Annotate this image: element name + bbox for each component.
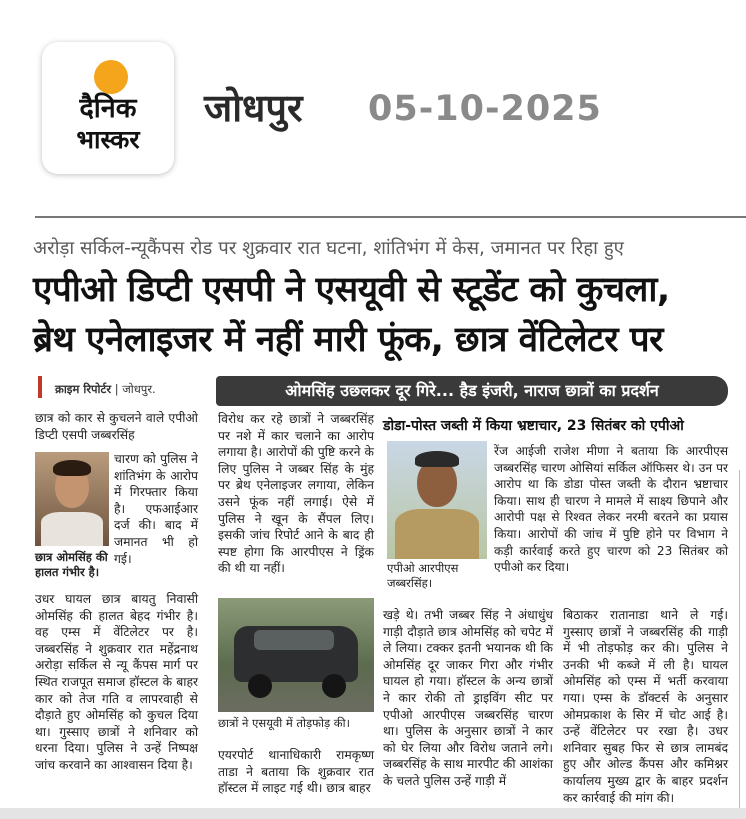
byline-place: | जोधपुर.	[114, 382, 156, 396]
column1-bottom-text	[35, 591, 198, 774]
right-edge-line	[739, 470, 740, 810]
officer-caption-line1: एपीओ आरपीएस	[387, 561, 459, 575]
sidebar-paragraph: रेंज आईजी राजेश मीणा ने बताया कि आरपीएस जब्बरसिंह चारण ओसियां सर्किल ऑफिसर थे। उन पर आरोप था कि डोडा पोस्त जब्ती के दौरान भ्रष्टाचार किया। साथ ही चारण ने मामले में साक्ष्य छिपाने और आरोपी पक्ष से रिश्वत लेकर नरमी बरतने का प्रयास किया। आरोपों की जांच में पुष्टि होने पर विभाग ने कड़ी कार्रवाई करते हुए चारण को 23 सितंबर को एपीओ कर दिया।	[494, 444, 728, 575]
student-photo	[35, 452, 109, 546]
header-divider	[35, 216, 746, 218]
logo-text-line1: दैनिक	[79, 93, 137, 124]
headline-line2: ब्रेथ एनेलाइजर में नहीं मारी फूंक, छात्र वेंटिलेटर पर	[33, 320, 663, 360]
column2-paragraph: विरोध कर रहे छात्रों ने जब्बरसिंह पर नशे में कार चलाने का आरोप लगाया है। आरोपों की पुष्टि करने के लिए पुलिस ने जब्बर सिंह के मुंह पर ब्रेथ एनेलाइजर लगाया, लेकिन उसने फूंक नहीं लगाई। ऐसे में पुलिस ने खून के सैंपल लिए। इसकी जांच रिपोर्ट आने के बाद ही स्पष्ट होगा कि आरपीएस ने ड्रिंक की थी या नहीं।	[218, 412, 374, 576]
edition-city: जोधपुर	[204, 86, 303, 130]
column4-paragraph: बिठाकर रातानाडा थाने ले गई। गुस्साए छात्रों ने जब्बरसिंह की गाड़ी में भी तोड़फोड़ कर की। पुलिस ने उनकी भी कब्जे में ली है। घायल ओमसिंह को एम्स में भर्ती करवाया गया। एम्स के डॉक्टर्स के अनुसार ओमप्रकाश के सिर में चोट आई है। उन्हें वेंटिलेटर पर रखा है। उधर शनिवार सुबह फिर से छात्र लामबंद हुए और ओल्ड कैंपस और कमिश्नर कार्यालय मुख्य द्वार के बाहर प्रदर्शन कर कार्रवाई की मांग की।	[563, 608, 728, 805]
byline	[55, 381, 156, 397]
headline-line1: एपीओ डिप्टी एसपी ने एसयूवी से स्टूडेंट को कुचला,	[33, 270, 670, 310]
column1-top-text	[35, 410, 198, 443]
column3-paragraph: खड़े थे। तभी जब्बर सिंह ने अंधाधुंध गाड़ी दौड़ाते छात्र ओमसिंह को चपेट में ले लिया। टक्कर इतनी भयानक थी कि ओमसिंह दूर जाकर गिरा और गंभीर घायल हो गया। हॉस्टल के अन्य छात्रों ने कार रोकी तो ड्राइविंग सीट पर एपीओ आरपीएस जब्बरसिंह चारण था। पुलिस के अनुसार छात्रों ने कार को घेर लिया और विरोध जताने लगे। जब्बरसिंह के साथ मारपीट की आशंका के चलते पुलिस उन्हें गाड़ी में	[383, 608, 553, 788]
edition-date: 05-10-2025	[368, 89, 602, 129]
officer-photo	[387, 441, 487, 559]
column2-bottom-text	[218, 747, 374, 797]
suv-photo-caption: छात्रों ने एसयूवी में तोड़फोड़ की।	[218, 716, 350, 730]
newspaper-logo	[42, 42, 174, 174]
sub-headline: डोडा-पोस्त जब्ती में किया भ्रष्टाचार, 23 सितंबर को एपीओ	[383, 418, 684, 434]
damaged-suv-photo	[218, 598, 374, 712]
officer-caption-line2: जब्बरसिंह।	[387, 576, 433, 590]
column2-top-text	[218, 411, 374, 577]
column1-side-text	[114, 451, 198, 567]
byline-marker	[38, 376, 42, 398]
byline-name: क्राइम रिपोर्टर	[55, 382, 112, 396]
logo-text-line2: भास्कर	[76, 125, 140, 154]
column1-intro: छात्र को कार से कुचलने वाले एपीओ डिप्टी एसपी जब्बरसिंह	[35, 411, 198, 442]
column1-paragraph: उधर घायल छात्र बायतु निवासी ओमसिंह की हालत बेहद गंभीर है। वह एम्स में वेंटिलेटर पर है। जब्बरसिंह ने शुक्रवार रात महेंद्रनाथ अरोड़ा सर्किल से न्यू कैंपस मार्ग पर स्थित राजपूत समाज हॉस्टल के बाहर कार को तेज गति व लापरवाही से दौड़ाते हुए ओमसिंह को कुचल दिया था। गुस्साए छात्रों ने शनिवार को धरना दिया। पुलिस ने उन्हें निष्पक्ष जांच करवाने का आश्वासन दिया है।	[35, 592, 198, 772]
student-photo-caption: छात्र ओमसिंह की हालत गंभीर है।	[35, 550, 108, 579]
officer-photo-caption	[387, 561, 458, 591]
column3-bottom-text	[383, 607, 553, 790]
column4-bottom-text	[563, 607, 728, 806]
bottom-strip	[0, 808, 746, 819]
kicker: अरोड़ा सर्किल-न्यूकैंपस रोड पर शुक्रवार रात घटना, शांतिभंग में केस, जमानत पर रिहा हुए	[33, 238, 624, 259]
column2-bottom-paragraph: एयरपोर्ट थानाधिकारी रामकृष्ण ताडा ने बताया कि शुक्रवार रात हॉस्टल में लाइट गई थी। छात्र बाहर	[218, 748, 374, 796]
sun-icon	[94, 60, 128, 94]
section-banner: ओमसिंह उछलकर दूर गिरे... हैड इंजरी, नाराज छात्रों का प्रदर्शन	[216, 376, 728, 406]
sidebar-text	[494, 443, 728, 576]
column1-side-paragraph: चारण को पुलिस ने शांतिभंग के आरोप में गिरफ्तार किया है। एफआईआर दर्ज की। बाद में जमानत भी हो गई।	[114, 452, 198, 566]
